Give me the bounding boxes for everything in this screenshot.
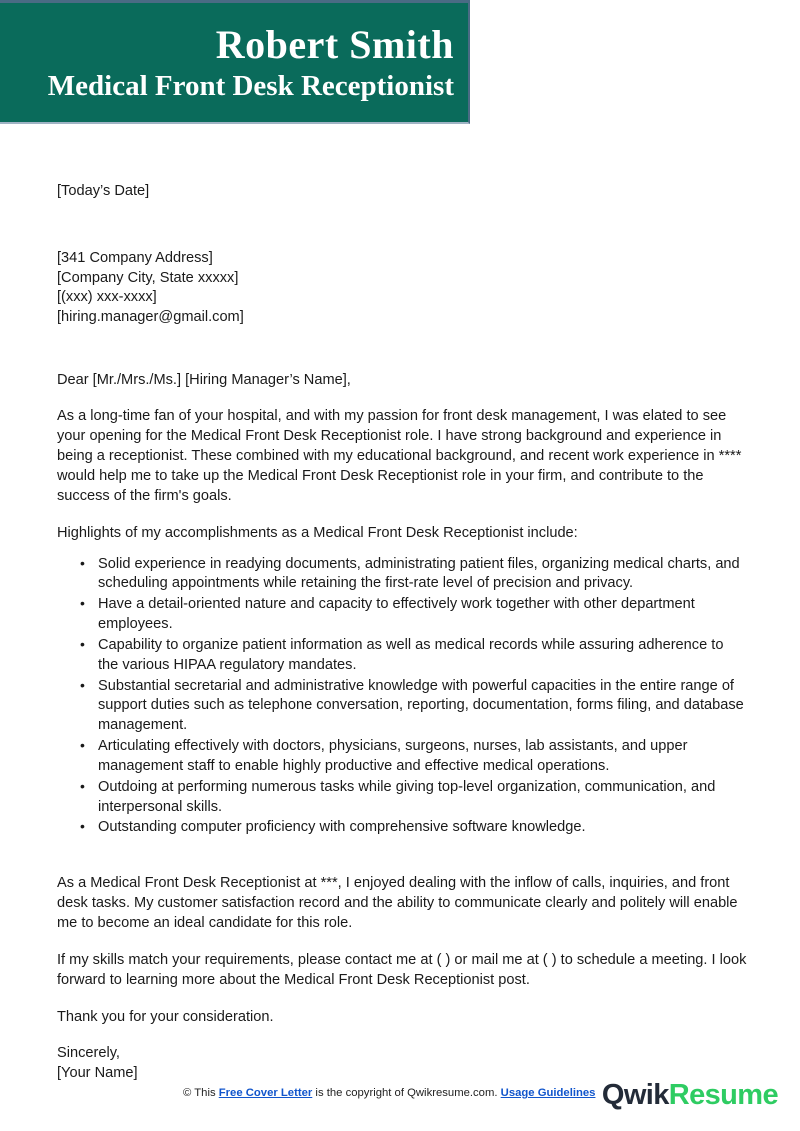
list-item: • Outdoing at performing numerous tasks while giving top-level organization, communication, and interpersonal skills.	[98, 778, 747, 818]
list-item: • Solid experience in readying documents, administrating patient files, organizing medical charts, and scheduling appointments while retaining the first-rate level of precision and privacy.	[98, 555, 747, 595]
list-item: • Have a detail-oriented nature and capacity to effectively work together with other department employees.	[98, 595, 747, 635]
list-item: • Articulating effectively with doctors, physicians, surgeons, nurses, lab assistants, and upper management staff to enable highly productive and effective medical operations.	[98, 737, 747, 777]
footer-copyright-middle: is the copyright of Qwikresume.com.	[312, 1087, 501, 1099]
letter-body	[57, 182, 747, 1083]
experience-paragraph: As a Medical Front Desk Receptionist at ***, I enjoyed dealing with the inflow of calls, inquiries, and front desk tasks. My customer satisfaction record and the ability to communicate clearly and politely will enable me to become an ideal candidate for this role.	[57, 875, 738, 931]
closing-paragraph: If my skills match your requirements, please contact me at ( ) or mail me at ( ) to schedule a meeting. I look forward to learning more about the Medical Front Desk Receptionist post.	[57, 951, 747, 988]
signature-block	[57, 1044, 747, 1083]
sign-off: Sincerely,	[57, 1045, 120, 1062]
footer-copyright-prefix: © This	[183, 1087, 219, 1099]
recipient-email: [hiring.manager@gmail.com]	[57, 308, 244, 325]
recipient-address-block	[57, 249, 747, 327]
spacer	[57, 855, 747, 874]
logo-text-resume: Resume	[668, 1079, 778, 1111]
usage-guidelines-link[interactable]: Usage Guidelines	[500, 1087, 596, 1099]
signature-name: [Your Name]	[57, 1064, 138, 1081]
qwikresume-logo[interactable]	[602, 1081, 778, 1110]
list-item: • Outstanding computer proficiency with comprehensive software knowledge.	[98, 818, 747, 838]
date-placeholder: [Today’s Date]	[57, 183, 150, 199]
salutation: Dear [Mr./Mrs./Ms.] [Hiring Manager’s Name],	[57, 372, 351, 389]
highlights-list	[57, 555, 747, 839]
logo-text-qwik: Qwik	[601, 1079, 669, 1111]
free-cover-letter-link[interactable]: Free Cover Letter	[218, 1087, 313, 1099]
page-footer	[0, 1079, 800, 1131]
list-item: • Capability to organize patient information as well as medical records while assuring adherence to the various HIPAA regulatory mandates.	[98, 636, 747, 676]
recipient-phone: [(xxx) xxx-xxxx]	[57, 289, 157, 306]
recipient-street: [341 Company Address]	[57, 250, 213, 267]
highlights-intro: Highlights of my accomplishments as a Medical Front Desk Receptionist include:	[57, 524, 578, 541]
footer-copyright	[183, 1087, 595, 1101]
candidate-job-title: Medical Front Desk Receptionist	[47, 69, 454, 102]
candidate-name: Robert Smith	[215, 21, 454, 67]
opening-paragraph: As a long-time fan of your hospital, and with my passion for front desk management, I was elated to see your opening for the Medical Front Desk Receptionist role. I have strong background and experience in being a receptionist. These combined with my educational background, and recent work experience in **** would help me to take up the Medical Front Desk Receptionist role in your firm, and contribute to the success of the firm's goals.	[57, 408, 742, 504]
recipient-city-state: [Company City, State xxxxx]	[57, 269, 239, 286]
list-item: • Substantial secretarial and administrative knowledge with powerful capacities in the entire range of support duties such as telephone conversation, reporting, documentation, forms filing, and database management.	[98, 677, 747, 737]
header-banner	[0, 0, 470, 124]
thank-you-line: Thank you for your consideration.	[57, 1008, 274, 1025]
